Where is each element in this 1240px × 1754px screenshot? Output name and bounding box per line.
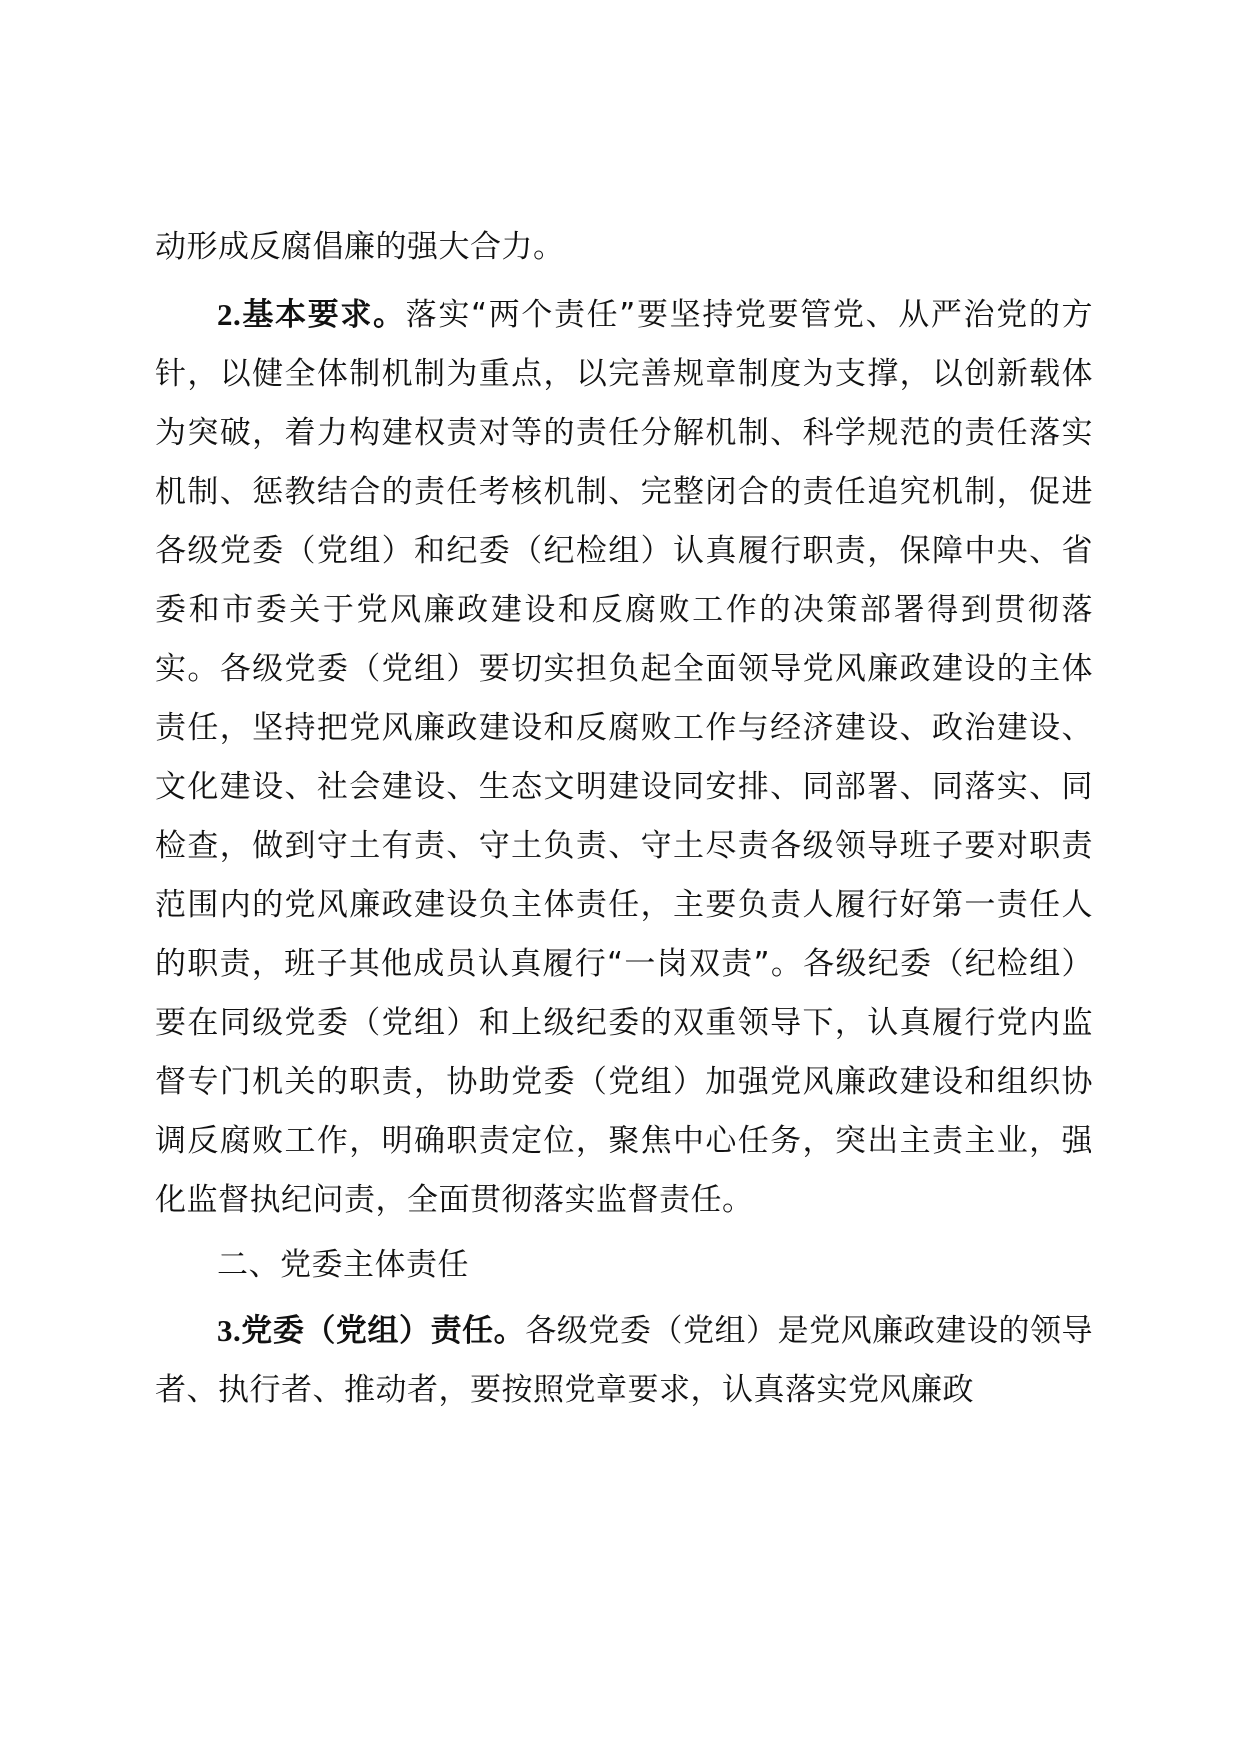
continuation-paragraph [155,218,1093,277]
paragraph-lead: 3.党委（党组）责任。 [217,1313,526,1348]
paragraph-basic-requirements [155,285,1093,1230]
paragraph-lead: 2.基本要求。 [217,297,406,332]
document-body [155,218,1093,1420]
paragraph-party-committee-responsibility [155,1301,1093,1420]
paragraph-body: 各级党委（党组）是党风廉政建设的领导者、执行者、推动者，要按照党章要求，认真落实党风廉政 [155,1313,1094,1408]
paragraph-body: 落实“两个责任”要坚持党要管党、从严治党的方针，以健全体制机制为重点，以完善规章制度为支撑，以创新载体为突破，着力构建权责对等的责任分解机制、科学规范的责任落实机制、惩教结合的责任考核机制、完整闭合的责任追究机制，促进各级党委（党组）和纪委（纪检组）认真履行职责，保障中央、省委和市委关于党风廉政建设和反腐败工作的决策部署得到贯彻落实。各级党委（党组）要切实担负起全面领导党风廉政建设的主体责任，坚持把党风廉政建设和反腐败工作与经济建设、政治建设、文化建设、社会建设、生态文明建设同安排、同部署、同落实、同检查，做到守土有责、守土负责、守土尽责各级领导班子要对职责范围内的党风廉政建设负主体责任，主要负责人履行好第一责任人的职责，班子其他成员认真履行“一岗双责”。各级纪委（纪检组）要在同级党委（党组）和上级纪委的双重领导下，认真履行党内监督专门机关的职责，协助党委（党组）加强党风廉政建设和组织协调反腐败工作，明确职责定位，聚焦中心任务，突出主责主业，强化监督执纪问责，全面贯彻落实监督责任。 [155,297,1093,1218]
section-heading-text: 二、党委主体责任 [217,1247,469,1283]
continuation-text: 动形成反腐倡廉的强大合力。 [155,229,565,265]
section-heading [155,1236,1093,1295]
